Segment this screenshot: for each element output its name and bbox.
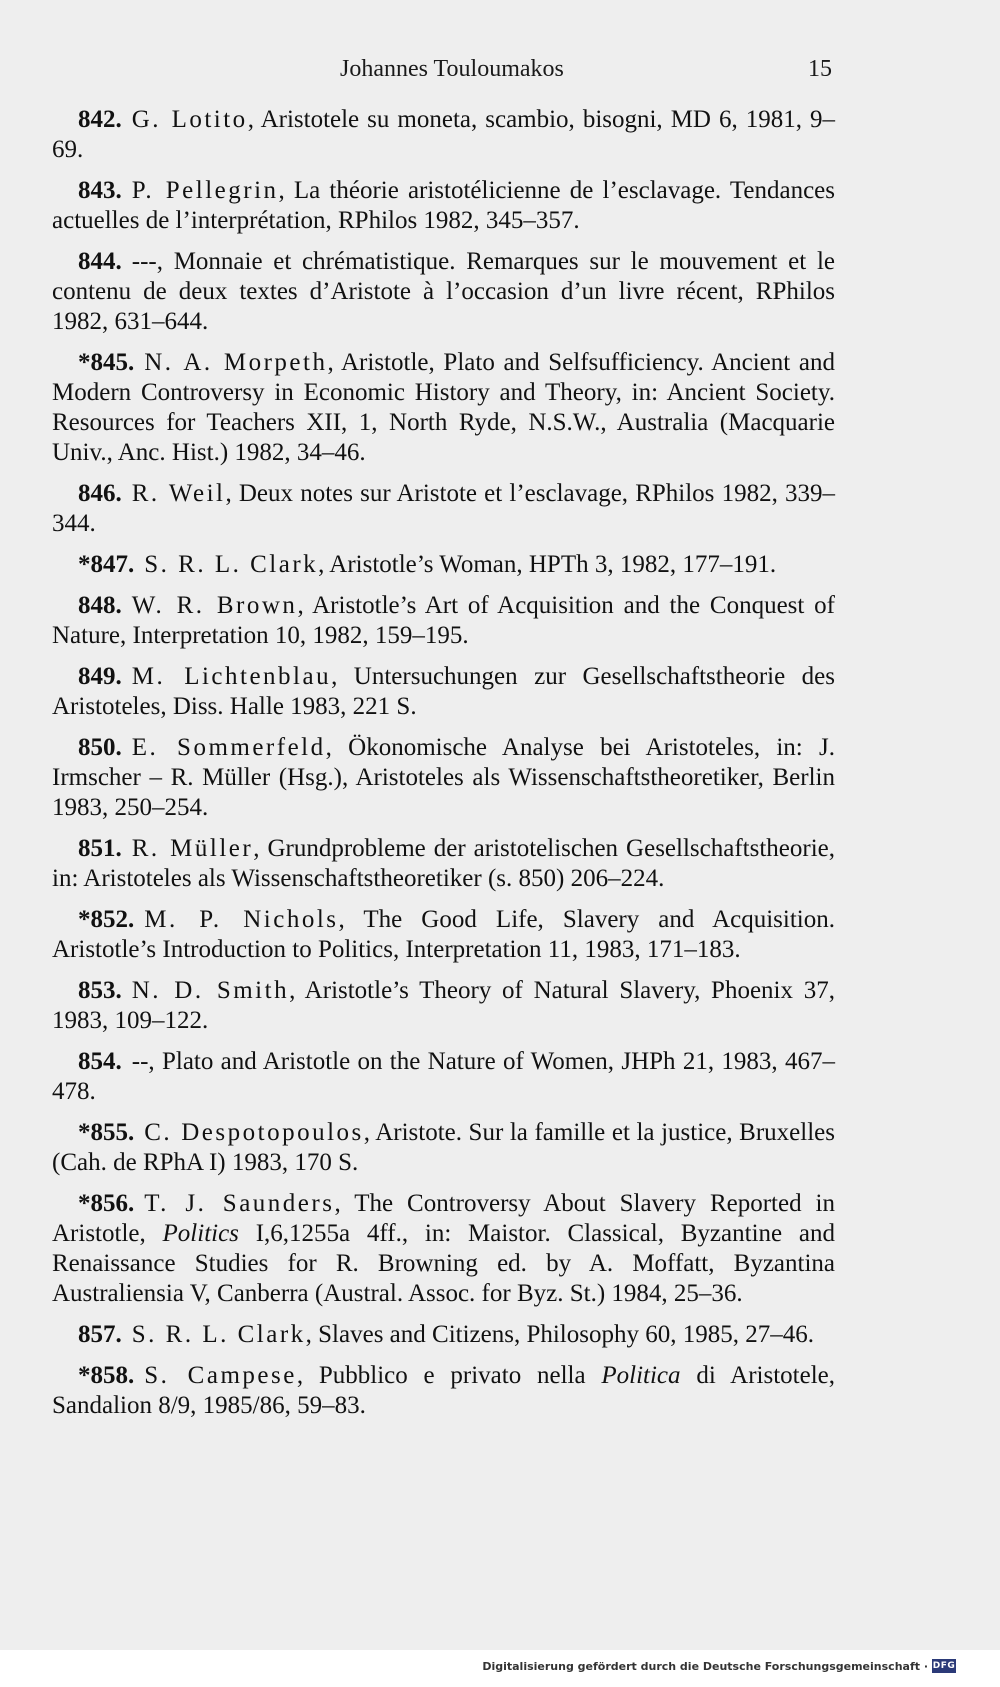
entry-author: W. R. Brown <box>131 592 298 619</box>
bibliography-list <box>52 105 835 1432</box>
entry-text: , Slaves and Citizens, Philosophy 60, 1985, 27–46. <box>305 1321 814 1348</box>
entry-author: M. Lichtenblau <box>131 663 332 690</box>
bibliography-entry <box>52 176 835 236</box>
entry-number: *856. <box>78 1190 135 1217</box>
bibliography-entry <box>52 733 835 823</box>
page-header <box>0 56 1000 90</box>
entry-author: C. Despotopoulos <box>144 1119 364 1146</box>
entry-author: S. Campese <box>144 1362 297 1389</box>
entry-number: 849. <box>78 663 122 690</box>
entry-author: --- <box>131 248 157 275</box>
entry-number: *845. <box>78 349 135 376</box>
entry-author: R. Müller <box>131 835 254 862</box>
entry-text: , Aristotle, Plato and Selfsufficiency. Ancient and Modern Controversy in Economic History and Theory, in: Ancient Society. Resources for Teachers XII, 1, North Ryde, N.S.W., Australia (Macquarie Univ., Anc. Hist.) 1982, 34–46. <box>52 349 835 466</box>
bibliography-entry <box>52 348 835 468</box>
entry-text: , Grundprobleme der aristotelischen Gesellschaftstheorie, in: Aristoteles als Wissenschaftstheoretiker (s. 850) 206–224. <box>52 835 835 892</box>
bibliography-entry <box>52 550 835 580</box>
entry-number: *858. <box>78 1362 135 1389</box>
bibliography-entry <box>52 1047 835 1107</box>
entry-text: , Untersuchungen zur Gesellschaftstheorie des Aristoteles, Diss. Halle 1983, 221 S. <box>52 663 835 720</box>
entry-author: S. R. L. Clark <box>144 551 319 578</box>
bibliography-entry <box>52 1118 835 1178</box>
entry-italic-title: Politics <box>162 1220 239 1247</box>
entry-text: , Aristotle’s Theory of Natural Slavery, Phoenix 37, 1983, 109–122. <box>52 977 835 1034</box>
entry-author: N. D. Smith <box>131 977 290 1004</box>
entry-number: 848. <box>78 592 122 619</box>
entry-text: , The Good Life, Slavery and Acquisition. Aristotle’s Introduction to Politics, Interpretation 11, 1983, 171–183. <box>52 906 835 963</box>
entry-text: di Aristotele, Sandalion 8/9, 1985/86, 59–83. <box>52 1362 835 1419</box>
dfg-logo: DFG <box>932 1661 956 1671</box>
bibliography-entry <box>52 247 835 337</box>
running-head: Johannes Touloumakos <box>340 56 564 82</box>
entry-text: , La théorie aristotélicienne de l’esclavage. Tendances actuelles de l’interprétation, RPhilos 1982, 345–357. <box>52 177 835 234</box>
footer-credit: Digitalisierung gefördert durch die Deutsche Forschungsgemeinschaft · <box>482 1660 928 1673</box>
bibliography-entry <box>52 1320 835 1350</box>
entry-author: M. P. Nichols <box>144 906 339 933</box>
bibliography-entry <box>52 662 835 722</box>
entry-text: , Pubblico e privato nella <box>296 1362 602 1389</box>
entry-number: 846. <box>78 480 122 507</box>
entry-author: S. R. L. Clark <box>131 1321 306 1348</box>
entry-number: 857. <box>78 1321 122 1348</box>
entry-author: E. Sommerfeld <box>131 734 326 761</box>
entry-number: 854. <box>78 1048 122 1075</box>
bibliography-entry <box>52 105 835 165</box>
entry-italic-title: Politica <box>601 1362 681 1389</box>
entry-number: 851. <box>78 835 122 862</box>
bibliography-entry <box>52 1189 835 1309</box>
page-number: 15 <box>808 56 832 82</box>
entry-number: 844. <box>78 248 122 275</box>
entry-text: , Aristotle’s Woman, HPTh 3, 1982, 177–191. <box>318 551 777 578</box>
entry-author: T. J. Saunders <box>144 1190 335 1217</box>
bibliography-entry <box>52 905 835 965</box>
entry-author: N. A. Morpeth <box>144 349 328 376</box>
entry-text: , Deux notes sur Aristote et l’esclavage, RPhilos 1982, 339–344. <box>52 480 835 537</box>
entry-text: , Monnaie et chrématistique. Remarques sur le mouvement et le contenu de deux textes d’Aristote à l’occasion d’un livre récent, RPhilos 1982, 631–644. <box>52 248 835 335</box>
bibliography-entry <box>52 479 835 539</box>
entry-text: , Aristotele su moneta, scambio, bisogni, MD 6, 1981, 9–69. <box>52 106 836 163</box>
bibliography-entry <box>52 1361 835 1421</box>
bibliography-entry <box>52 834 835 894</box>
entry-number: 843. <box>78 177 122 204</box>
entry-text: I,6,1255a 4ff., in: Maistor. Classical, Byzantine and Renaissance Studies for R. Browning ed. by A. Moffatt, Byzantina Australiensia V, Canberra (Austral. Assoc. for Byz. St.) 1984, 25–36. <box>52 1220 835 1307</box>
bibliography-entry <box>52 591 835 651</box>
entry-author: -- <box>131 1048 149 1075</box>
entry-text: , Ökonomische Analyse bei Aristoteles, in: J. Irmscher – R. Müller (Hsg.), Aristoteles als Wissenschaftstheoretiker, Berlin 1983, 250–254. <box>52 734 835 821</box>
entry-number: *852. <box>78 906 135 933</box>
entry-number: *847. <box>78 551 135 578</box>
entry-text: , The Controversy About Slavery Reported in Aristotle, <box>52 1190 835 1247</box>
entry-author: P. Pellegrin <box>131 177 279 204</box>
entry-number: 842. <box>78 106 122 133</box>
entry-author: G. Lotito <box>131 106 248 133</box>
digitization-footer <box>0 1650 1000 1687</box>
entry-number: 853. <box>78 977 122 1004</box>
entry-number: 850. <box>78 734 122 761</box>
entry-number: *855. <box>78 1119 135 1146</box>
entry-text: , Plato and Aristotle on the Nature of Women, JHPh 21, 1983, 467–478. <box>52 1048 835 1105</box>
entry-author: R. Weil <box>131 480 226 507</box>
entry-text: , Aristotle’s Art of Acquisition and the Conquest of Nature, Interpretation 10, 1982, 159–195. <box>52 592 836 649</box>
entry-text: , Aristote. Sur la famille et la justice, Bruxelles (Cah. de RPhA I) 1983, 170 S. <box>52 1119 835 1176</box>
bibliography-entry <box>52 976 835 1036</box>
